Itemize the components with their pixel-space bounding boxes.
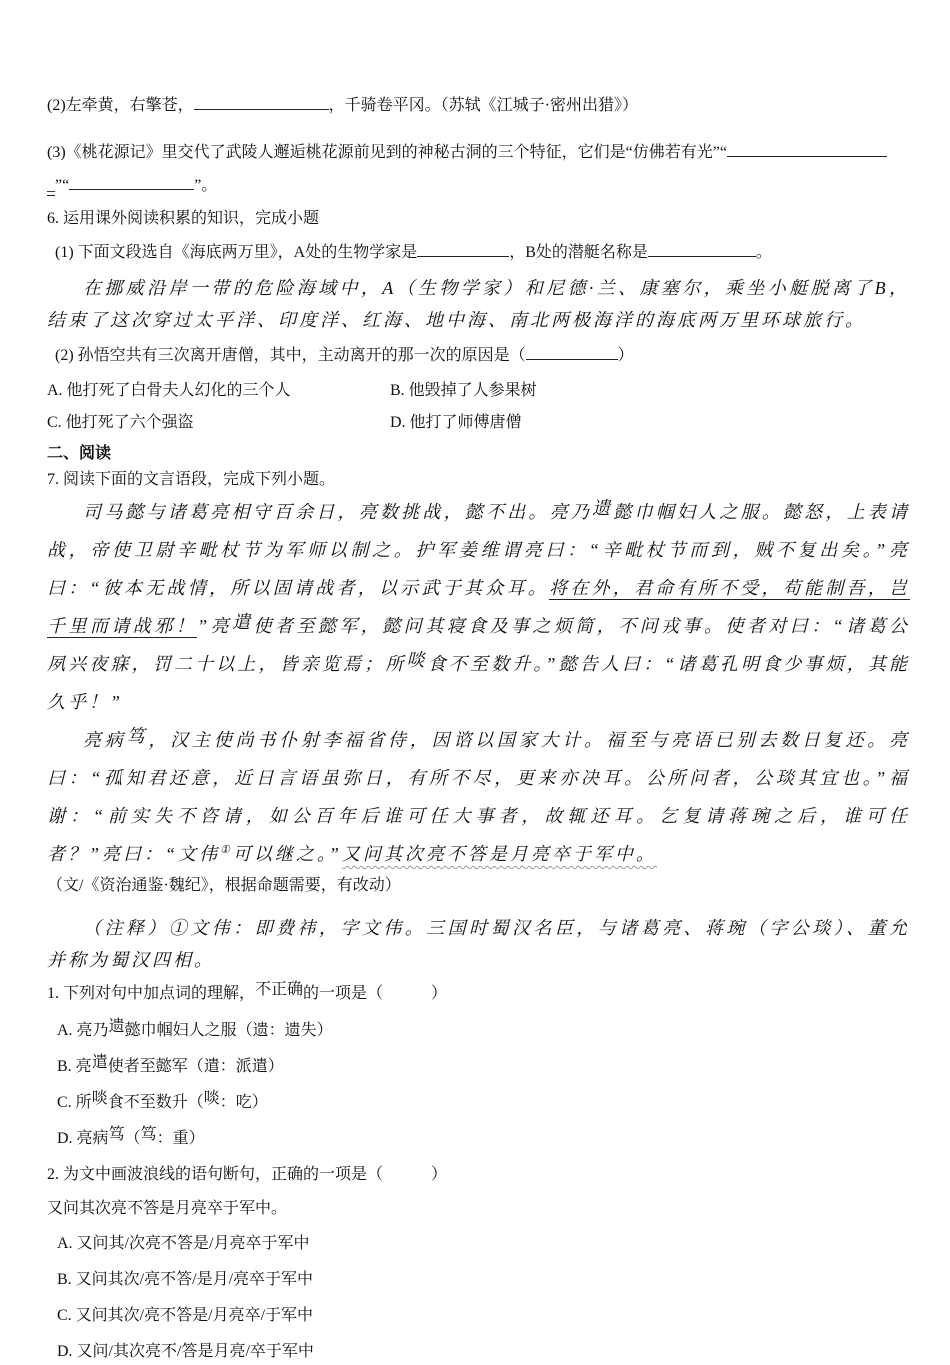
sub1-end: 。: [755, 244, 772, 261]
q2-option-a: A. 又问其/次亮不答是/月亮卒于军中: [57, 1235, 310, 1252]
para1-text: 懿巾帼妇人之服。懿怒，上表请战，帝使卫尉辛毗杖节为军师以制之。护军姜维谓亮曰：“辛毗杖节而到，贼不复出矣。”亮曰：“彼本无战情，所以固请战者，以示武于其众耳。: [47, 502, 911, 598]
emphasized-word: 不正确: [255, 981, 304, 998]
emphasized-char: 遗: [592, 498, 614, 518]
q1-option-b: [47, 1054, 910, 1080]
q1-post: 的一项是（ ）: [303, 985, 448, 1002]
emphasized-char: 啖: [91, 1090, 108, 1107]
question-7-1-title: [47, 981, 910, 1007]
emphasized-char: 啖: [406, 650, 428, 670]
question-6-sub2: [47, 343, 910, 369]
para1-text: 使者至懿军，懿问其寝食及事之烦简，不问戎事。使者对曰：“诸葛公夙兴夜寐，罚二十以上，皆亲览焉；所: [47, 616, 911, 674]
recitation-item-3-text: (3)《桃花源记》里交代了武陵人邂逅桃花源前见到的神秘古洞的三个特征，它们是“仿佛若有光”“: [47, 144, 727, 161]
classical-passage-paragraph-1: [47, 493, 910, 721]
passage-note-line: （注释）①文伟：即费祎，字文伟。三国时蜀汉名臣，与诸葛亮、蒋琬（字公琰）、董允并称为蜀汉四相。: [47, 918, 910, 970]
para2-text: 亮病: [83, 730, 127, 750]
closing-quote: ”。: [194, 177, 218, 194]
answer-blank: [648, 242, 756, 257]
option-text: 使者至懿军（遣：派遣）: [107, 1058, 284, 1075]
q2-option-b: B. 又问其次/亮不答/是月/亮卒于军中: [57, 1271, 314, 1288]
para1-text: 食不至数升。”懿告人曰：“诸葛孔明食少事烦，其能久乎！”: [47, 654, 911, 712]
option-text: D. 亮病: [57, 1130, 109, 1147]
q2-target-sentence: 又问其次亮不答是月亮卒于军中。: [47, 1200, 288, 1217]
sub2-pre: (2) 孙悟空共有三次离开唐僧，其中，主动离开的那一次的原因是（: [55, 347, 526, 364]
emphasized-char: 遣: [91, 1054, 108, 1071]
option-d: D. 他打了师傅唐僧: [390, 414, 522, 431]
recitation-item-2: [47, 93, 910, 119]
passage-source-line: （文/《资治通鉴·魏纪》，根据命题需要，有改动）: [47, 877, 401, 894]
q1-pre: 1. 下列对句中加点词的理解，: [47, 985, 256, 1002]
emphasized-char: 笃: [108, 1126, 125, 1143]
option-a: A. 他打死了白骨夫人幻化的三个人: [47, 382, 291, 399]
option-text: 懿巾帼妇人之服（遗：遗失）: [124, 1022, 333, 1039]
novel-excerpt-passage: 在挪威沿岸一带的危险海域中，A（生物学家）和尼德·兰、康塞尔，乘坐小艇脱离了B，结束了这次穿过太平洋、印度洋、红海、地中海、南北两极海洋的海底两万里环球旅行。: [47, 278, 910, 330]
q1-option-d: [47, 1126, 910, 1152]
question-6-sub1: [47, 240, 910, 266]
question-7-title: 7. 阅读下面的文言语段，完成下列小题。: [47, 471, 336, 488]
section-2-heading: 二、阅读: [47, 445, 112, 462]
sub1-pre: (1) 下面文段选自《海底两万里》，A处的生物学家是: [55, 244, 418, 261]
recitation-item-2-post: ，千骑卷平冈。（苏轼《江城子·密州出猎》）: [328, 97, 639, 114]
emphasized-char: 笃: [126, 726, 149, 746]
answer-blank: [194, 95, 329, 110]
emphasized-char: 笃: [140, 1126, 157, 1143]
option-b: B. 他毁掉了人参果树: [390, 382, 537, 399]
classical-passage-paragraph-2: [47, 721, 910, 873]
option-text: A. 亮乃: [57, 1022, 109, 1039]
question-6-options-row2: [47, 410, 910, 436]
option-text: 食不至数升（: [107, 1094, 204, 1111]
underlined-clause: 将在外，君命有所不受，苟能制吾，岂千里而请战邪！: [47, 578, 910, 636]
recitation-item-3-line2: [47, 173, 910, 199]
wavy-underlined-clause: 又问其次亮不答是月亮卒于军中。: [341, 844, 657, 864]
question-6-options-row1: [47, 378, 910, 404]
sub1-mid: ，B处的潜艇名称是: [509, 244, 648, 261]
sub2-end: ）: [617, 347, 634, 364]
answer-blank: [727, 142, 887, 157]
para2-text: 可以继之。”: [232, 844, 342, 864]
emphasized-char: 遣: [232, 612, 254, 632]
option-text: （: [124, 1130, 141, 1147]
footnote-marker: ①: [220, 844, 233, 856]
recitation-item-3-line1: [47, 140, 910, 166]
question-6-title: 6. 运用课外阅读积累的知识，完成小题: [47, 210, 320, 227]
answer-blank: [526, 345, 618, 360]
emphasized-char: 遗: [108, 1018, 125, 1035]
para1-text: 司马懿与诸葛亮相守百余日，亮数挑战，懿不出。亮乃: [83, 502, 593, 522]
q1-option-c: [47, 1090, 910, 1116]
q2-option-c: C. 又问其次/亮不答是/月亮卒/于军中: [57, 1307, 314, 1324]
option-text: C. 所: [57, 1094, 92, 1111]
option-c: C. 他打死了六个强盗: [47, 414, 194, 431]
q1-option-a: [47, 1018, 910, 1044]
question-7-2-title: 2. 为文中画波浪线的语句断句，正确的一项是（ ）: [47, 1166, 448, 1183]
answer-blank: [417, 242, 509, 257]
quote-marks: ”“: [55, 177, 70, 194]
para2-text: ，汉主使尚书仆射李福省侍，因谘以国家大计。福至与亮语已别去数日复还。亮曰：“孤知君还意，近日言语虽弥日，有所不尽，更来亦决耳。公所问者，公琰其宜也。”福谢：“前实失不咨请，如公百年后谁可任大事者，故辄还耳。乞复请蒋琬之后，谁可任者？”亮曰：“文伟: [47, 730, 911, 864]
option-text: ：吃）: [219, 1094, 268, 1111]
q2-option-d: D. 又问/其次亮不/答是月亮/卒于军中: [57, 1343, 314, 1360]
option-text: B. 亮: [57, 1058, 92, 1075]
recitation-item-2-pre: (2)左牵黄，右擎苍，: [47, 97, 194, 114]
para1-text: ”亮: [197, 616, 233, 636]
blank-continuation: _: [47, 177, 55, 194]
emphasized-char: 啖: [203, 1090, 220, 1107]
option-text: ：重）: [156, 1130, 205, 1147]
answer-blank: [69, 175, 194, 190]
